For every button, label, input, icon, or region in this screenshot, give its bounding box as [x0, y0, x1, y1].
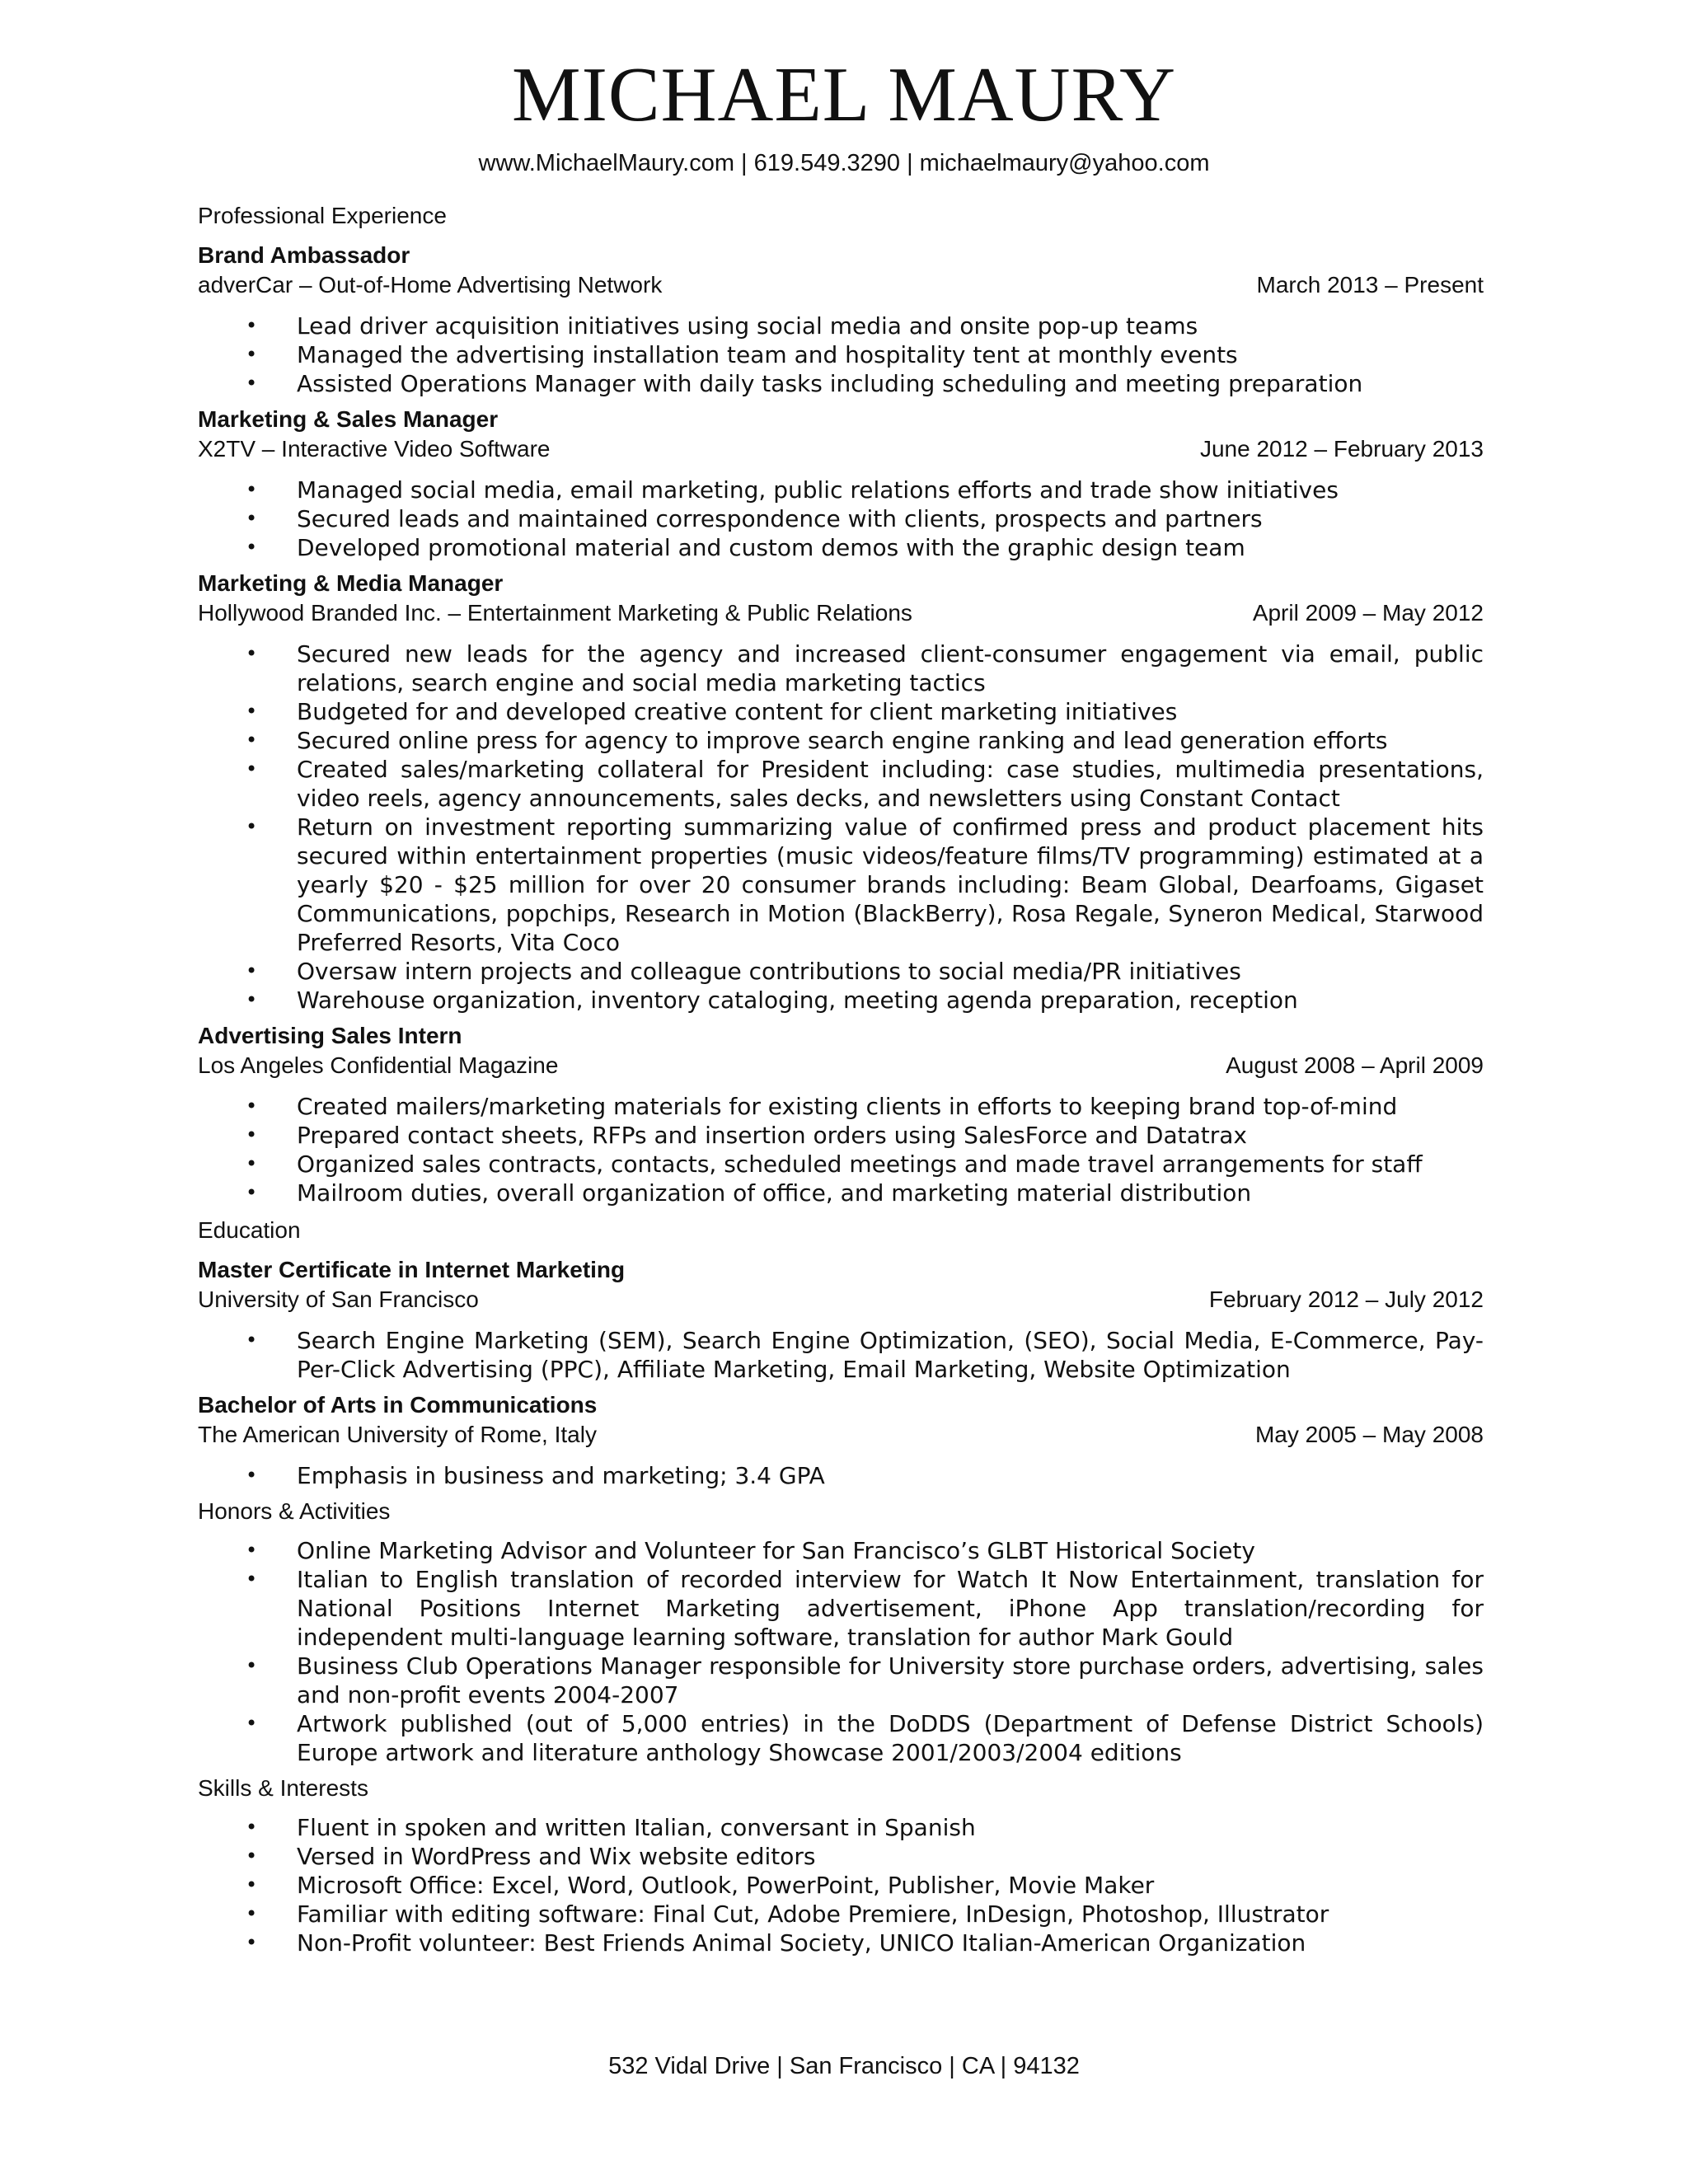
bullet-item: [198, 1709, 1484, 1767]
resume-body: [198, 201, 1484, 1964]
bullet-text: Prepared contact sheets, RFPs and insertion orders using SalesForce and Datatrax: [297, 1122, 1248, 1149]
section-heading-skills: Skills & Interests: [198, 1775, 368, 1801]
bullet-icon: •: [246, 1902, 258, 1925]
bullet-item: [198, 957, 1484, 986]
bullet-text: Online Marketing Advisor and Volunteer for San Francisco’s GLBT Historical Society: [297, 1537, 1255, 1564]
section-heading-experience: Professional Experience: [198, 203, 447, 228]
bullet-item: [198, 369, 1484, 398]
bullet-item: [198, 476, 1484, 504]
job-dates: March 2013 – Present: [1256, 272, 1484, 298]
bullet-icon: •: [246, 1712, 258, 1735]
school-row: [198, 1285, 1484, 1315]
school-row: [198, 1420, 1484, 1450]
bullet-icon: •: [246, 343, 258, 366]
skills-bullets: [198, 1813, 1484, 1957]
school-dates: May 2005 – May 2008: [1254, 1422, 1484, 1447]
job-title: Advertising Sales Intern: [198, 1023, 462, 1048]
bullet-item: [198, 1565, 1484, 1652]
bullet-text: Managed social media, email marketing, public relations efforts and trade show initiatives: [297, 476, 1339, 504]
job-bullets: [198, 640, 1484, 1015]
bullet-text: Return on investment reporting summarizing value of confirmed press and product placement hits secured within entertainment properties (music videos/feature films/TV programming) estimated at a yearly $20 - $25 million for over 20 consumer brands including: Beam Global, Dearfoams, Gigaset Communications, popchips, Research in Motion (BlackBerry), Rosa Regale, Syneron Medical, Starwood Preferred Resorts, Vita Coco: [297, 813, 1484, 956]
bullet-text: Secured new leads for the agency and increased client-consumer engagement via email, public relations, search engine and social media marketing tactics: [297, 640, 1484, 696]
bullet-icon: •: [246, 1844, 258, 1868]
bullet-icon: •: [246, 1094, 258, 1118]
section-heading-education: Education: [198, 1217, 301, 1243]
bullet-icon: •: [246, 314, 258, 337]
bullet-text: Budgeted for and developed creative content for client marketing initiatives: [297, 698, 1178, 725]
bullet-item: [198, 1842, 1484, 1871]
bullet-item: [198, 726, 1484, 755]
bullet-text: Oversaw intern projects and colleague contributions to social media/PR initiatives: [297, 958, 1241, 985]
bullet-item: [198, 1536, 1484, 1565]
bullet-icon: •: [246, 1568, 258, 1591]
bullet-icon: •: [246, 372, 258, 395]
job-title: Brand Ambassador: [198, 242, 410, 268]
degree-title: Master Certificate in Internet Marketing: [198, 1257, 626, 1282]
school-dates: February 2012 – July 2012: [1208, 1286, 1484, 1312]
bullet-icon: •: [246, 1931, 258, 1954]
bullet-icon: •: [246, 1873, 258, 1896]
job-dates: August 2008 – April 2009: [1226, 1052, 1484, 1078]
job-org: adverCar – Out-of-Home Advertising Network: [198, 272, 663, 298]
job-title: Marketing & Sales Manager: [198, 406, 499, 432]
bullet-item: [198, 1121, 1484, 1150]
bullet-item: [198, 1092, 1484, 1121]
bullet-item: [198, 1929, 1484, 1957]
job-title: Marketing & Media Manager: [198, 570, 504, 596]
bullet-item: [198, 640, 1484, 697]
job-bullets: [198, 476, 1484, 562]
bullet-item: [198, 813, 1484, 957]
bullet-item: [198, 1150, 1484, 1179]
bullet-icon: •: [246, 757, 258, 780]
honors-entry: [198, 1536, 1484, 1767]
contact-line: www.MichaelMaury.com | 619.549.3290 | michaelmaury@yahoo.com: [478, 150, 1210, 176]
bullet-text: Created sales/marketing collateral for President including: case studies, multimedia presentations, video reels, agency announcements, sales decks, and newsletters using Constant Contact: [297, 756, 1484, 812]
bullet-icon: •: [246, 700, 258, 723]
job-org-row: [198, 1051, 1484, 1080]
bullet-item: [198, 340, 1484, 369]
bullet-icon: •: [246, 1654, 258, 1677]
job-entry: [198, 1021, 1484, 1207]
job-entry: [198, 241, 1484, 398]
candidate-name: MICHAEL MAURY: [512, 52, 1176, 138]
bullet-item: [198, 504, 1484, 533]
bullet-icon: •: [246, 536, 258, 559]
job-org: X2TV – Interactive Video Software: [198, 436, 551, 462]
job-dates: June 2012 – February 2013: [1199, 436, 1484, 462]
bullet-text: Organized sales contracts, contacts, scheduled meetings and made travel arrangements for staff: [297, 1151, 1423, 1178]
job-dates: April 2009 – May 2012: [1252, 600, 1484, 626]
bullet-icon: •: [246, 729, 258, 752]
education-entry: [198, 1390, 1484, 1490]
bullet-item: [198, 533, 1484, 562]
job-org: Hollywood Branded Inc. – Entertainment Marketing & Public Relations: [198, 600, 912, 626]
job-org-row: [198, 598, 1484, 628]
job-org: Los Angeles Confidential Magazine: [198, 1052, 559, 1078]
bullet-icon: •: [246, 507, 258, 530]
bullet-item: [198, 1652, 1484, 1709]
bullet-text: Developed promotional material and custom demos with the graphic design team: [297, 534, 1245, 561]
bullet-icon: •: [246, 815, 258, 838]
job-bullets: [198, 1092, 1484, 1207]
bullet-item: [198, 1871, 1484, 1900]
bullet-text: Secured leads and maintained correspondence with clients, prospects and partners: [297, 505, 1263, 532]
bullet-icon: •: [246, 1152, 258, 1175]
job-bullets: [198, 312, 1484, 398]
footer-address: 532 Vidal Drive | San Francisco | CA | 94132: [608, 2053, 1080, 2079]
bullet-text: Search Engine Marketing (SEM), Search Engine Optimization, (SEO), Social Media, E-Commerce, Pay-Per-Click Advertising (PPC), Affiliate Marketing, Email Marketing, Website Optimization: [297, 1327, 1484, 1383]
bullet-text: Warehouse organization, inventory cataloging, meeting agenda preparation, reception: [297, 987, 1298, 1014]
bullet-item: [198, 312, 1484, 340]
bullet-text: Familiar with editing software: Final Cut, Adobe Premiere, InDesign, Photoshop, Illustrator: [297, 1900, 1329, 1928]
honors-bullets: [198, 1536, 1484, 1767]
job-entry: [198, 569, 1484, 1015]
bullet-item: [198, 1326, 1484, 1384]
bullet-icon: •: [246, 959, 258, 982]
bullet-icon: •: [246, 988, 258, 1011]
bullet-text: Mailroom duties, overall organization of office, and marketing material distribution: [297, 1179, 1252, 1207]
bullet-text: Business Club Operations Manager responsible for University store purchase orders, advertising, sales and non-profit events 2004-2007: [297, 1652, 1484, 1708]
bullet-item: [198, 1461, 1484, 1490]
bullet-text: Non-Profit volunteer: Best Friends Animal Society, UNICO Italian-American Organization: [297, 1929, 1306, 1957]
bullet-item: [198, 1179, 1484, 1207]
education-bullets: [198, 1326, 1484, 1384]
education-entry: [198, 1255, 1484, 1384]
bullet-text: Lead driver acquisition initiatives using social media and onsite pop-up teams: [297, 312, 1198, 340]
bullet-icon: •: [246, 1329, 258, 1352]
bullet-icon: •: [246, 1464, 258, 1487]
degree-title: Bachelor of Arts in Communications: [198, 1392, 598, 1418]
bullet-item: [198, 1900, 1484, 1929]
job-entry: [198, 405, 1484, 562]
bullet-text: Artwork published (out of 5,000 entries) in the DoDDS (Department of Defense District Schools) Europe artwork and literature anthology Showcase 2001/2003/2004 editions: [297, 1710, 1484, 1766]
skills-entry: [198, 1813, 1484, 1957]
bullet-text: Italian to English translation of recorded interview for Watch It Now Entertainment, translation for National Positions Internet Marketing advertisement, iPhone App translation/recording for independent multi-language learning software, translation for author Mark Gould: [297, 1566, 1484, 1651]
bullet-text: Created mailers/marketing materials for existing clients in efforts to keeping brand top-of-mind: [297, 1093, 1398, 1120]
bullet-icon: •: [246, 1181, 258, 1204]
job-org-row: [198, 270, 1484, 300]
job-org-row: [198, 434, 1484, 464]
bullet-text: Fluent in spoken and written Italian, conversant in Spanish: [297, 1814, 976, 1841]
bullet-icon: •: [246, 478, 258, 501]
bullet-text: Assisted Operations Manager with daily tasks including scheduling and meeting preparation: [297, 370, 1363, 397]
bullet-item: [198, 755, 1484, 813]
school-name: University of San Francisco: [198, 1286, 479, 1312]
bullet-item: [198, 986, 1484, 1015]
bullet-item: [198, 697, 1484, 726]
section-heading-honors: Honors & Activities: [198, 1498, 391, 1524]
bullet-text: Microsoft Office: Excel, Word, Outlook, PowerPoint, Publisher, Movie Maker: [297, 1872, 1155, 1899]
bullet-text: Managed the advertising installation team and hospitality tent at monthly events: [297, 341, 1238, 368]
education-bullets: [198, 1461, 1484, 1490]
bullet-icon: •: [246, 1539, 258, 1562]
bullet-text: Emphasis in business and marketing; 3.4 GPA: [297, 1462, 825, 1489]
bullet-item: [198, 1813, 1484, 1842]
bullet-icon: •: [246, 1816, 258, 1839]
school-name: The American University of Rome, Italy: [198, 1422, 597, 1447]
bullet-text: Secured online press for agency to improve search engine ranking and lead generation efforts: [297, 727, 1388, 754]
bullet-text: Versed in WordPress and Wix website editors: [297, 1843, 816, 1870]
bullet-icon: •: [246, 1123, 258, 1146]
bullet-icon: •: [246, 642, 258, 665]
